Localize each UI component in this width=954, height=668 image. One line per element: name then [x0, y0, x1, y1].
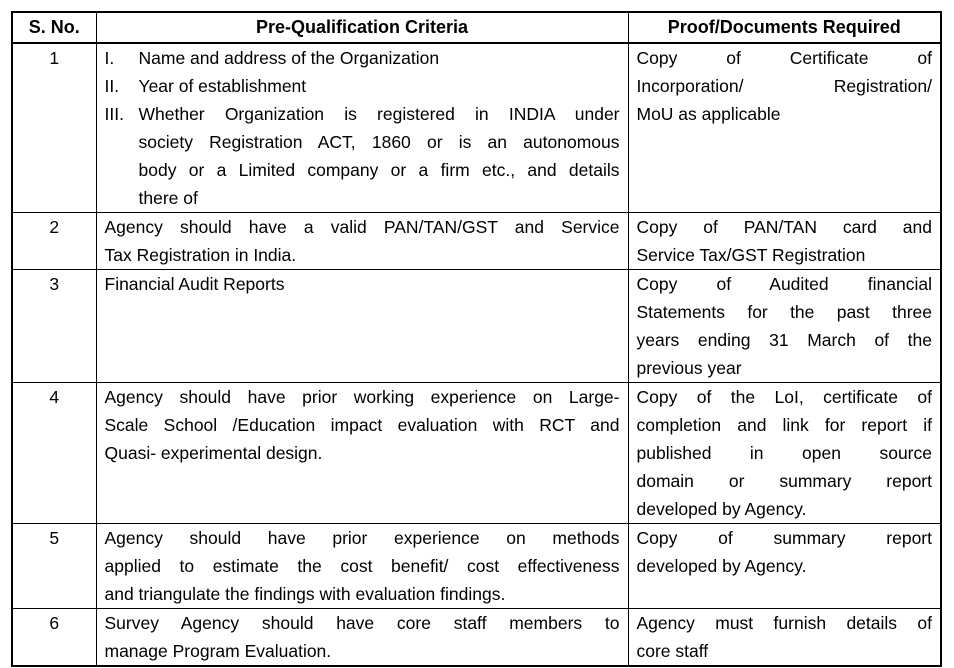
- criteria-cell: [96, 524, 628, 609]
- text-line: completion and link for report if: [636, 415, 932, 435]
- text-line: Statements for the past three: [636, 302, 932, 322]
- text-line: years ending 31 March of the: [636, 330, 932, 350]
- prequalification-table: [11, 11, 942, 667]
- sno-cell: 4: [12, 383, 96, 524]
- text-line: body or a Limited company or a firm etc., and details: [138, 160, 620, 180]
- table-row: [12, 213, 941, 270]
- list-item-text: Whether Organization is registered in INDIA under: [138, 104, 620, 124]
- text-line: Copy of PAN/TAN card and: [636, 217, 932, 237]
- list-marker: II.: [104, 76, 120, 96]
- sno-cell: 1: [12, 43, 96, 213]
- text-line: Tax Registration in India.: [104, 245, 297, 265]
- text-line: published in open source: [636, 443, 932, 463]
- list-item: [105, 100, 620, 128]
- text-line: Survey Agency should have core staff members to: [104, 613, 620, 633]
- text-line: Scale School /Education impact evaluation with RCT and: [104, 415, 620, 435]
- proof-cell: [628, 270, 941, 383]
- text-line: there of: [138, 188, 198, 208]
- criteria-cell: [96, 43, 628, 213]
- criteria-cell: [96, 383, 628, 524]
- text-line: Agency should have a valid PAN/TAN/GST and Service: [104, 217, 620, 237]
- column-header-proof: Proof/Documents Required: [628, 12, 941, 43]
- list-item: [105, 72, 620, 100]
- list-item-text: Year of establishment: [138, 76, 307, 96]
- proof-cell: [628, 524, 941, 609]
- text-line: developed by Agency.: [636, 556, 807, 576]
- text-line: Copy of the LoI, certificate of: [636, 387, 932, 407]
- text-line: Quasi- experimental design.: [104, 443, 323, 463]
- table-row: [12, 270, 941, 383]
- sno-cell: 5: [12, 524, 96, 609]
- text-line: manage Program Evaluation.: [104, 641, 332, 661]
- text-line: Financial Audit Reports: [104, 274, 285, 294]
- text-line: Agency should have prior working experience on Large-: [104, 387, 620, 407]
- text-line: Agency must furnish details of: [636, 613, 932, 633]
- list-marker: I.: [104, 48, 115, 68]
- list-item-text: Name and address of the Organization: [138, 48, 440, 68]
- text-line: Copy of Audited financial: [636, 274, 932, 294]
- text-line: Agency should have prior experience on methods: [104, 528, 620, 548]
- sno-cell: 3: [12, 270, 96, 383]
- proof-cell: [628, 43, 941, 213]
- table-row: [12, 383, 941, 524]
- proof-cell: [628, 383, 941, 524]
- text-line: applied to estimate the cost benefit/ cost effectiveness: [104, 556, 620, 576]
- table-row: [12, 43, 941, 213]
- list-marker: III.: [104, 104, 124, 124]
- text-line: Copy of summary report: [636, 528, 932, 548]
- sno-cell: 2: [12, 213, 96, 270]
- text-line: Incorporation/ Registration/: [636, 76, 932, 96]
- table-body: [12, 43, 941, 666]
- text-line: Copy of Certificate of: [636, 48, 932, 68]
- text-line: Service Tax/GST Registration: [636, 245, 866, 265]
- criteria-cell: [96, 270, 628, 383]
- table-row: [12, 524, 941, 609]
- list-item: [105, 44, 620, 72]
- text-line: society Registration ACT, 1860 or is an autonomous: [138, 132, 620, 152]
- text-line: previous year: [636, 358, 742, 378]
- proof-cell: [628, 213, 941, 270]
- header-row: [12, 12, 941, 43]
- text-line: MoU as applicable: [636, 104, 781, 124]
- text-line: developed by Agency.: [636, 499, 807, 519]
- text-line: core staff: [636, 641, 709, 661]
- text-line: domain or summary report: [636, 471, 932, 491]
- column-header-sno: S. No.: [12, 12, 96, 43]
- proof-cell: [628, 609, 941, 667]
- table-header: [12, 12, 941, 43]
- table-row: [12, 609, 941, 667]
- criteria-cell: [96, 609, 628, 667]
- text-line: and triangulate the findings with evaluation findings.: [104, 584, 506, 604]
- sno-cell: 6: [12, 609, 96, 667]
- criteria-cell: [96, 213, 628, 270]
- column-header-criteria: Pre-Qualification Criteria: [96, 12, 628, 43]
